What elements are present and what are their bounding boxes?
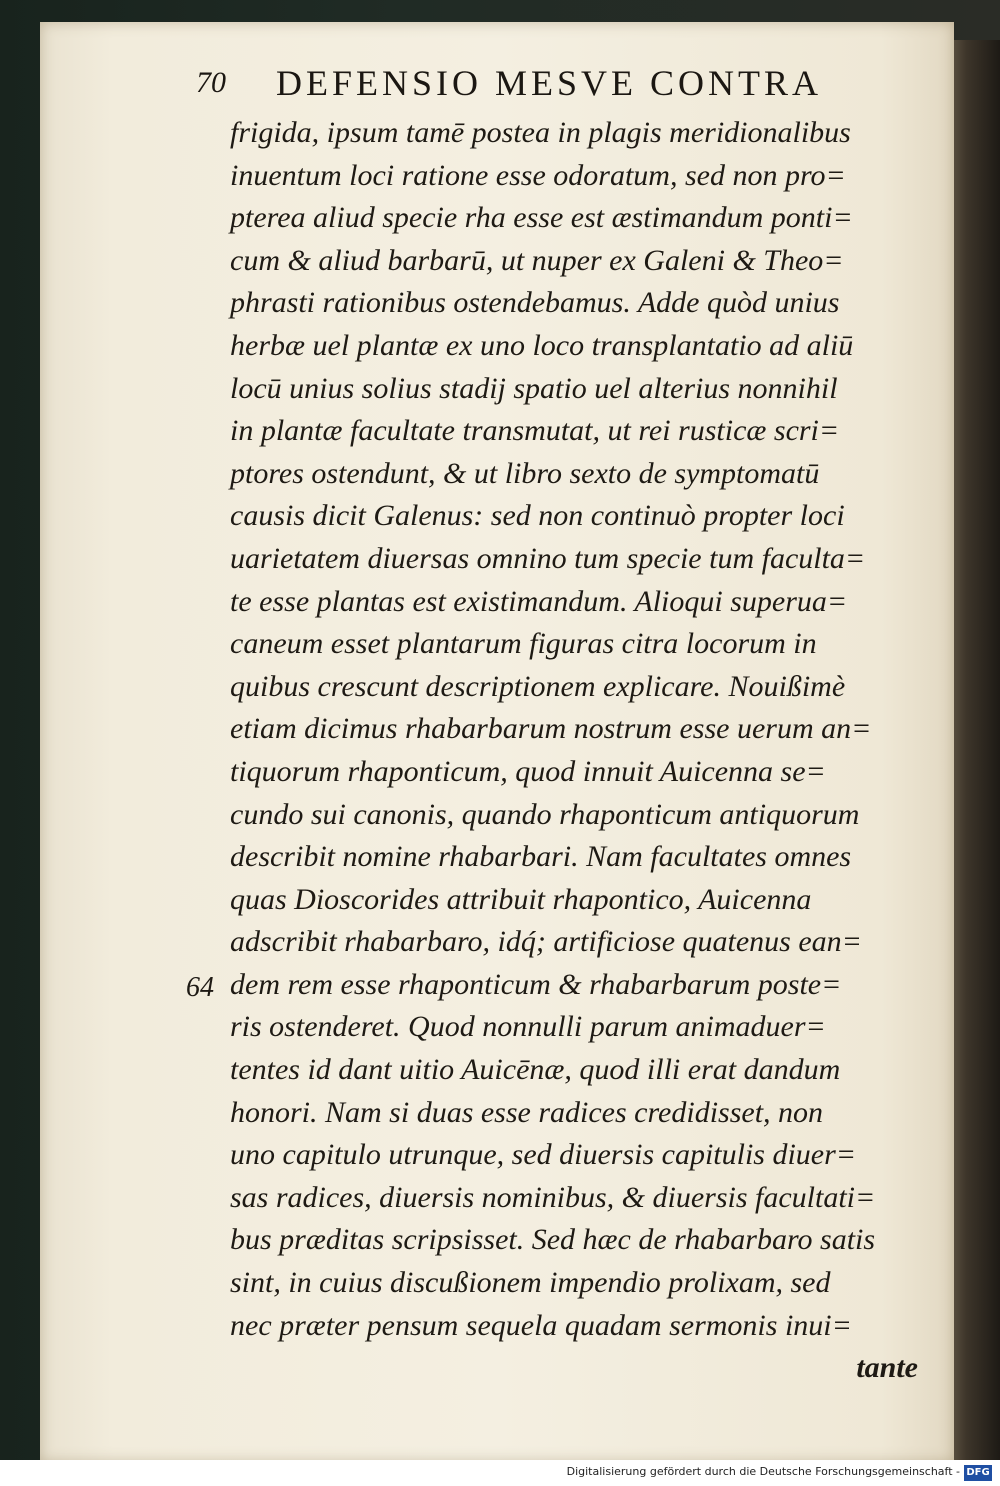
- text-line: etiam dicimus rhabarbarum nostrum esse uerum an=: [230, 712, 872, 746]
- text-line: uarietatem diuersas omnino tum specie tum faculta=: [230, 541, 866, 575]
- text-line: causis dicit Galenus: sed non continuò propter loci: [230, 499, 845, 533]
- text-line: inuentum loci ratione esse odoratum, sed non pro=: [230, 158, 846, 192]
- catchword: tante: [856, 1351, 918, 1385]
- text-line: nec præter pensum sequela quadam sermonis inui=: [230, 1308, 852, 1342]
- dfg-logo-icon: DFG: [964, 1465, 992, 1481]
- page-number: 70: [196, 66, 226, 99]
- digitization-credit-bar: [0, 1460, 1000, 1486]
- text-line: in plantæ facultate transmutat, ut rei rusticæ scri=: [230, 414, 840, 448]
- text-line: sint, in cuius discußionem impendio prolixam, sed: [230, 1266, 831, 1300]
- text-line: honori. Nam si duas esse radices credidisset, non: [230, 1095, 824, 1129]
- text-line: tentes id dant uitio Auicēnæ, quod illi erat dandum: [230, 1053, 841, 1087]
- text-line: herbæ uel plantæ ex uno loco transplantatio ad aliū: [230, 328, 854, 362]
- text-line: quibus crescunt descriptionem explicare. Nouißimè: [230, 669, 846, 703]
- text-line: describit nomine rhabarbari. Nam facultates omnes: [230, 840, 852, 874]
- text-line: pterea aliud specie rha esse est æstimandum ponti=: [230, 201, 853, 235]
- text-line: quas Dioscorides attribuit rhapontico, Auicenna: [230, 882, 812, 916]
- text-line: phrasti rationibus ostendebamus. Adde quòd unius: [230, 286, 840, 320]
- text-line: sas radices, diuersis nominibus, & diuersis facultati=: [230, 1180, 876, 1214]
- text-line: tiquorum rhaponticum, quod innuit Auicenna se=: [230, 754, 826, 788]
- margin-note: 64: [186, 972, 214, 1003]
- running-head: DEFENSIO MESVE CONTRA: [276, 63, 823, 103]
- text-line: adscribit rhabarbaro, idq́; artificiose quatenus ean=: [230, 925, 862, 959]
- page-header: [196, 62, 896, 106]
- text-line: caneum esset plantarum figuras citra locorum in: [230, 627, 817, 661]
- credit-text: Digitalisierung gefördert durch die Deutsche Forschungsgemeinschaft -: [566, 1465, 960, 1478]
- text-line: te esse plantas est existimandum. Alioqui superua=: [230, 584, 848, 618]
- text-line: cundo sui canonis, quando rhaponticum antiquorum: [230, 797, 860, 831]
- book-edge: [952, 40, 1000, 1460]
- text-line: ptores ostendunt, & ut libro sexto de symptomatū: [230, 456, 820, 490]
- text-line: ris ostenderet. Quod nonnulli parum animaduer=: [230, 1010, 826, 1044]
- text-line: locū unius solius stadij spatio uel alterius nonnihil: [230, 371, 838, 405]
- text-line: bus præditas scripsisset. Sed hæc de rhabarbaro satis: [230, 1223, 876, 1257]
- text-line: cum & aliud barbarū, ut nuper ex Galeni & Theo=: [230, 243, 844, 277]
- text-line: frigida, ipsum tamē postea in plagis meridionalibus: [230, 116, 851, 149]
- text-line: dem rem esse rhaponticum & rhabarbarum poste=: [230, 967, 842, 1001]
- text-line: uno capitulo utrunque, sed diuersis capitulis diuer=: [230, 1138, 857, 1172]
- body-text: [230, 112, 930, 1390]
